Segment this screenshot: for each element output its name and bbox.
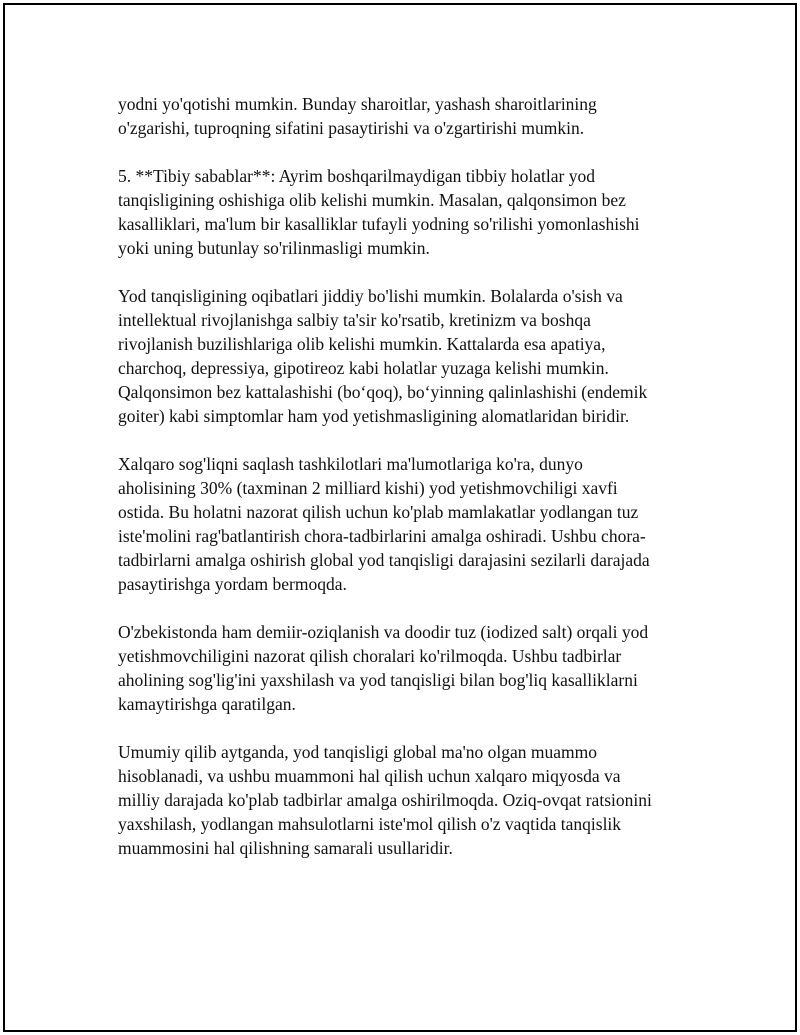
text-line: yoki uning butunlay so'rilinmasligi mumkin. [118, 238, 430, 258]
text-line: yodni yo'qotishi mumkin. Bunday sharoitlar, yashash sharoitlarining [118, 94, 597, 114]
text-line: Qalqonsimon bez kattalashishi (bo‘qoq), bo‘yinning qalinlashishi (endemik [118, 382, 648, 402]
paragraph [118, 620, 688, 716]
text-line: rivojlanish buzilishlariga olib kelishi mumkin. Kattalarda esa apatiya, [118, 334, 606, 354]
text-line: muammosini hal qilishning samarali usullaridir. [118, 838, 453, 858]
text-line: Xalqaro sog'liqni saqlash tashkilotlari ma'lumotlariga ko'ra, dunyo [118, 454, 583, 474]
text-line: yetishmovchiligini nazorat qilish choralari ko'rilmoqda. Ushbu tadbirlar [118, 646, 622, 666]
text-line: 5. **Tibiy sabablar**: Ayrim boshqarilmaydigan tibbiy holatlar yod [118, 166, 596, 186]
text-line: intellektual rivojlanishga salbiy ta'sir ko'rsatib, kretinizm va boshqa [118, 310, 591, 330]
text-line: iste'molini rag'batlantirish chora-tadbirlarini amalga oshiradi. Ushbu chora- [118, 526, 646, 546]
text-line: charchoq, depressiya, gipotireoz kabi holatlar yuzaga kelishi mumkin. [118, 358, 609, 378]
text-line: kasalliklari, ma'lum bir kasalliklar tufayli yodning so'rilishi yomonlashishi [118, 214, 640, 234]
text-line: Yod tanqisligining oqibatlari jiddiy bo'lishi mumkin. Bolalarda o'sish va [118, 286, 623, 306]
text-line: tanqisligining oshishiga olib kelishi mumkin. Masalan, qalqonsimon bez [118, 190, 626, 210]
paragraph [118, 452, 688, 596]
document-body [118, 92, 688, 884]
paragraph [118, 740, 688, 860]
text-line: aholisining 30% (taxminan 2 milliard kishi) yod yetishmovchiligi xavfi [118, 478, 618, 498]
text-line: goiter) kabi simptomlar ham yod yetishmasligining alomatlaridan biridir. [118, 406, 630, 426]
text-line: ostida. Bu holatni nazorat qilish uchun ko'plab mamlakatlar yodlangan tuz [118, 502, 639, 522]
text-line: hisoblanadi, va ushbu muammoni hal qilish uchun xalqaro miqyosda va [118, 766, 621, 786]
text-line: o'zgarishi, tuproqning sifatini pasaytirishi va o'zgartirishi mumkin. [118, 118, 585, 138]
text-line: yaxshilash, yodlangan mahsulotlarni iste'mol qilish o'z vaqtida tanqislik [118, 814, 622, 834]
text-line: Umumiy qilib aytganda, yod tanqisligi global ma'no olgan muammo [118, 742, 597, 762]
paragraph [118, 284, 688, 428]
text-line: pasaytirishga yordam bermoqda. [118, 574, 347, 594]
text-line: milliy darajada ko'plab tadbirlar amalga oshirilmoqda. Oziq-ovqat ratsionini [118, 790, 652, 810]
text-line: kamaytirishga qaratilgan. [118, 694, 296, 714]
text-line: tadbirlarni amalga oshirish global yod tanqisligi darajasini sezilarli darajada [118, 550, 650, 570]
text-line: O'zbekistonda ham demiir-oziqlanish va doodir tuz (iodized salt) orqali yod [118, 622, 649, 642]
paragraph [118, 164, 688, 260]
text-line: aholining sog'lig'ini yaxshilash va yod tanqisligi bilan bog'liq kasalliklarni [118, 670, 638, 690]
paragraph [118, 92, 688, 140]
